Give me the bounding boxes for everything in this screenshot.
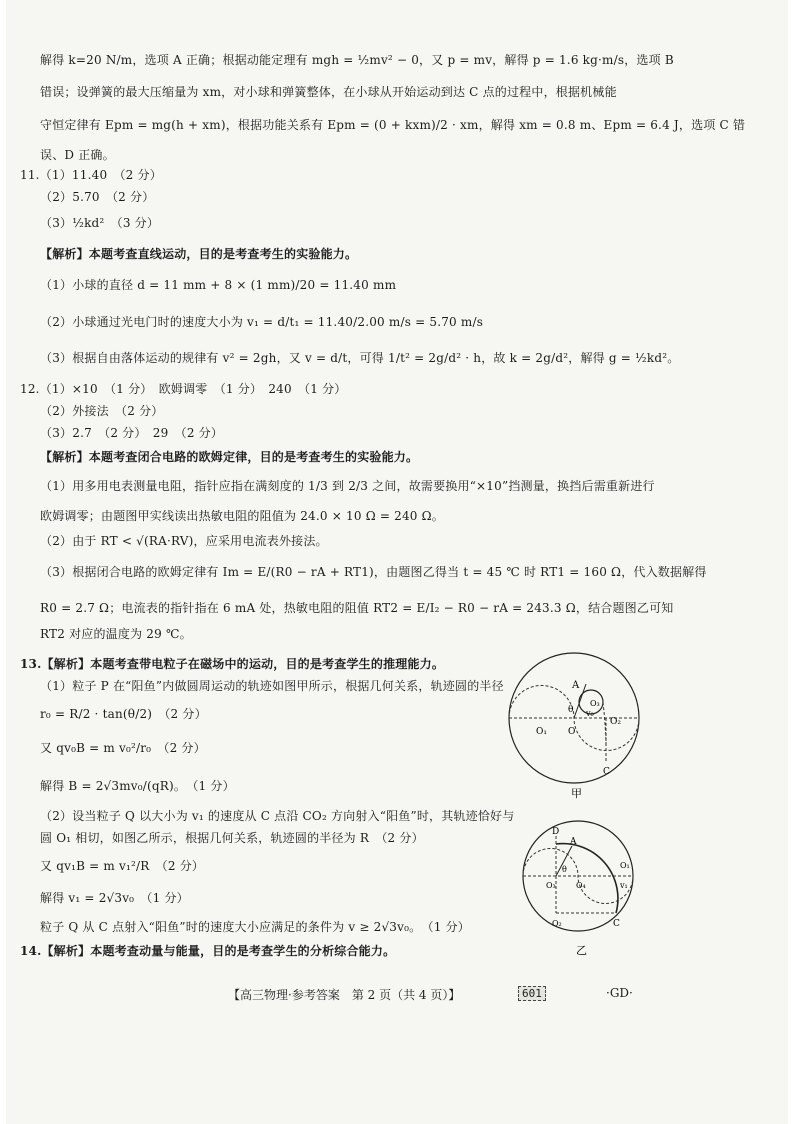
text-line: 又 qv₀B = m v₀²/r₀ （2 分） <box>40 741 206 755</box>
answer-sheet <box>6 0 788 1124</box>
fig2-label: D <box>552 827 560 837</box>
fig1-label: A <box>572 680 580 691</box>
fig2-caption: 乙 <box>576 944 587 957</box>
fig2-label: O₁ <box>620 861 630 870</box>
fig1-caption: 甲 <box>571 787 582 800</box>
text-line: （3）根据自由落体运动的规律有 v² = 2gh，又 v = d/t，可得 1/t² = 2g/d² · h，故 k = 2g/d²，解得 g = ½kd²。 <box>40 351 680 365</box>
text-line: 解得 B = 2√3mv₀/(qR)。 （1 分） <box>40 779 235 793</box>
figure-jia <box>506 650 646 800</box>
analysis-heading-13: 13.【解析】本题考查带电粒子在磁场中的运动，目的是考查学生的推理能力。 <box>20 657 445 671</box>
text-line: 又 qv₁B = m v₁²/R （2 分） <box>40 859 205 873</box>
text-line: 守恒定律有 Epm = mg(h + xm)，根据功能关系有 Epm = (0 + kxm)/2 · xm，解得 xm = 0.8 m、Epm = 6.4 J，选项 C 错 <box>40 118 746 132</box>
footer-title: 【高三物理·参考答案 第 2 页（共 4 页）】 <box>228 988 461 1002</box>
text-line: （1）小球的直径 d = 11 mm + 8 × (1 mm)/20 = 11.40 mm <box>40 278 397 292</box>
fig2-label: A <box>570 837 577 847</box>
text-line: 圆 O₁ 相切，如图乙所示，根据几何关系，轨迹圆的半径为 R （2 分） <box>40 831 424 845</box>
answer-12-3: （3）2.7 （2 分） 29 （2 分） <box>40 426 224 440</box>
text-line: R0 = 2.7 Ω；电流表的指针指在 6 mA 处，热敏电阻的阻值 RT2 = E/I₂ − R0 − rA = 243.3 Ω，结合题图乙可知 <box>40 601 674 615</box>
answer-11-3: （3）½kd² （3 分） <box>40 216 160 230</box>
answer-11-2: （2）5.70 （2 分） <box>40 190 155 204</box>
fig2-label: O₂ <box>552 919 562 928</box>
answer-11-1: 11.（1）11.40 （2 分） <box>20 168 162 182</box>
fig2-label: θ <box>562 865 567 874</box>
fig1-label: O₂ <box>610 717 621 727</box>
fig1-label: θ <box>568 705 574 715</box>
text-line: （1）粒子 P 在“阳鱼”内做圆周运动的轨迹如图甲所示，根据几何关系，轨迹圆的半径 <box>40 679 504 693</box>
fig1-label: v₀ <box>586 709 594 718</box>
fig2-label: O₃ <box>546 881 556 890</box>
text-line: 解得 v₁ = 2√3v₀ （1 分） <box>40 891 189 905</box>
footer-code: ·GD· <box>606 986 633 1000</box>
figure-yi <box>516 818 646 960</box>
analysis-heading-11: 【解析】本题考查直线运动，目的是考查考生的实验能力。 <box>40 247 358 261</box>
fig1-label: C <box>603 767 610 777</box>
text-line: 误、D 正确。 <box>40 148 115 162</box>
fig1-label: O₁ <box>536 727 547 737</box>
text-line: 粒子 Q 从 C 点射入“阳鱼”时的速度大小应满足的条件为 v ≥ 2√3v₀。 （1 分） <box>40 920 470 934</box>
text-line: 解得 k=20 N/m，选项 A 正确；根据动能定理有 mgh = ½mv² − 0，又 p = mv，解得 p = 1.6 kg·m/s，选项 B <box>40 53 674 67</box>
fig1-label: O₃ <box>590 699 600 708</box>
fig2-label: v₁ <box>620 881 628 890</box>
text-line: （2）小球通过光电门时的速度大小为 v₁ = d/t₁ = 11.40/2.00 m/s = 5.70 m/s <box>40 315 484 329</box>
text-line: 错误；设弹簧的最大压缩量为 xm，对小球和弹簧整体，在小球从开始运动到达 C 点的过程中，根据机械能 <box>40 85 617 99</box>
answer-12-1: 12.（1）×10 （1 分） 欧姆调零 （1 分） 240 （1 分） <box>20 382 347 396</box>
text-line: （1）用多用电表测量电阻，指针应指在满刻度的 1/3 到 2/3 之间，故需要换用“×10”挡测量，换挡后需重新进行 <box>40 479 655 493</box>
fig2-label: O₄ <box>576 881 586 890</box>
text-line: （2）设当粒子 Q 以大小为 v₁ 的速度从 C 点沿 CO₂ 方向射入“阳鱼”时，其轨迹恰好与 <box>40 809 515 823</box>
text-line: （3）根据闭合电路的欧姆定律有 Im = E/(R0 − rA + RT1)，由题图乙得当 t = 45 ℃ 时 RT1 = 160 Ω，代入数据解得 <box>40 565 707 579</box>
answer-12-2: （2）外接法 （2 分） <box>40 404 164 418</box>
fig2-label: C <box>613 919 620 929</box>
text-line: RT2 对应的温度为 29 ℃。 <box>40 627 192 641</box>
analysis-heading-14: 14.【解析】本题考查动量与能量，目的是考查学生的分析综合能力。 <box>20 944 396 958</box>
fig1-label: O <box>568 727 576 737</box>
text-line: r₀ = R/2 · tan(θ/2) （2 分） <box>40 707 207 721</box>
text-line: 欧姆调零；由题图甲实线读出热敏电阻的阻值为 24.0 × 10 Ω = 240 Ω。 <box>40 509 445 523</box>
analysis-heading-12: 【解析】本题考查闭合电路的欧姆定律，目的是考查考生的实验能力。 <box>40 450 419 464</box>
footer-stamp-text: 601 <box>518 986 546 1001</box>
text-line: （2）由于 RT < √(RA·RV)，应采用电流表外接法。 <box>40 534 328 548</box>
footer-stamp <box>518 986 546 1001</box>
